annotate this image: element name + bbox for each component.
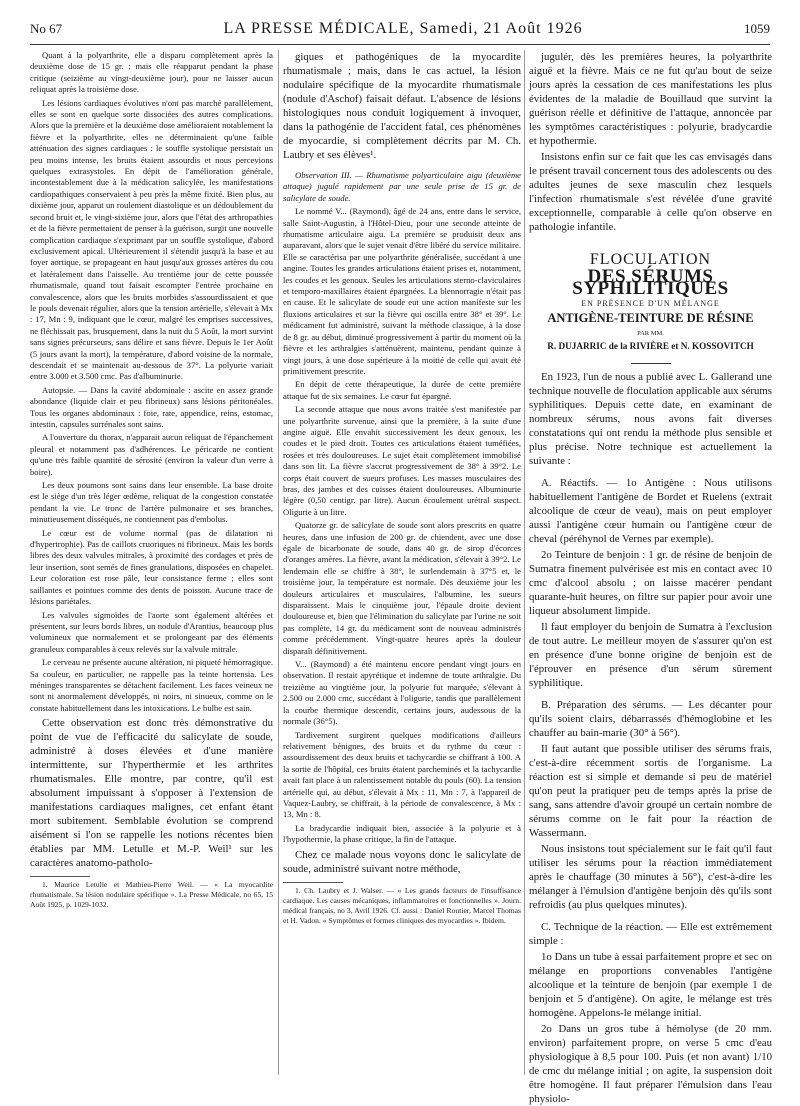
journal-title: LA PRESSE MÉDICALE, Samedi, 21 Août 1926 <box>223 20 583 37</box>
paragraph: Les valvules sigmoïdes de l'aorte sont également altérées et présentent, sur leurs bords libres, un nodule d'Arantius, beaucoup plus volumineux que normalement et se prolongeant par des éléments granuleux comparables à ceux relevés sur la valvule mitrale. <box>30 609 273 654</box>
paragraph: Les deux poumons sont sains dans leur ensemble. La base droite est le siège d'un très léger œdème, reliquat de la congestion constatée pendant la vie. Le tronc de l'artère pulmonaire et ses branches, minutieusement disséqués, ne contiennent pas d'embolus. <box>30 480 273 525</box>
title-line-2: DES SÉRUMS SYPHILITIQUES <box>572 266 729 299</box>
paragraph: Il faut autant que possible utiliser des sérums frais, c'est-à-dire récemment sortis de l'organisme. La réaction est si simple et demande si peu de matériel qu'on peut la pratiquer peu de temps après la prise de sang, sans attendre d'avoir groupé un certain nombre de sérums comme on le fait pour la réaction de Wassermann. <box>529 742 772 839</box>
section-c: C. Technique de la réaction. — Elle est extrêmement simple : <box>529 920 772 947</box>
observation-heading: Observation III. — Rhumatisme polyarticulaire aigu (deuxième attaque) jugulé rapidement par une seule prise de 15 gr. de salicylate de soude. <box>283 170 521 203</box>
authors: R. DUJARRIC de la RIVIÈRE et N. KOSSOVITCH <box>547 341 754 352</box>
conclusion-paragraph: Cette observation est donc très démonstrative du point de vue de l'efficacité du salicylate de soude, administré à doses élevées et d'une manière intermittente, sur l'hyperthermie et les arthrites rhumatismales. Elle montre, par contre, qu'il est absolument impuissant à s'opposer à l'extension de manifestations cardiaques malignes, cet enfant étant mort subitement. Semblable évolution se comprend aisément si l'on se rappelle les notions récentes bien établies par MM. Letulle et M.-P. Weil¹ sur les caractères anatomo-patholo- <box>30 717 273 870</box>
title-line-4: ANTIGÈNE-TEINTURE DE RÉSINE <box>547 310 754 325</box>
page-header <box>30 18 770 45</box>
paragraph: La seconde attaque que nous avons traitée s'est manifestée par une polyarthrite survenue, ainsi que la première, à la suite d'une angine aiguë. Elle envahit successivement les deux genoux, les coudes et le pied droit. Toutes ces articulations étaient tuméfiées, rosées et très douloureuses. Le sujet était complètement immobilisé dans son lit. La fièvre s'accrut progressivement de 38° à 39°2. Le corps était couvert de sueurs profuses. Les masses musculaires des bras, des jambes et des cuisses étaient douloureuses. Albuminurie légère (0,50 centigr. par litre). Aucun écoulement urétral suspect. Oligurie à un litre. <box>283 404 521 517</box>
paragraph: En 1923, l'un de nous a publié avec L. Gallerand une technique nouvelle de floculation applicable aux sérums syphilitiques. Depuis cette date, en examinant de nombreux sérums, nous avons fait diverses constatations qui ont rendu la méthode plus sensible et plus précise. Notre technique est actuellement la suivante : <box>529 370 772 467</box>
paragraph: Le cerveau ne présente aucune altération, ni piqueté hémorragique. Sa couleur, en particulier, ne rappelle pas la teinte hortensia. Les méninges transparentes se détachent facilement. Les faces veineux ne sont ni anormalement développés, ni noirs, ni sinueux, comme on le constate habituellement dans les intoxications. Le bulbe est sain. <box>30 657 273 713</box>
paragraph: Quant à la polyarthrite, elle a disparu complètement après la deuxième dose de 15 gr. ; mais elle réapparut pendant la phase critique (seizième au vingt-deuxième jour), pour ne laisser aucun reliquat après la troisième dose. <box>30 50 273 95</box>
column-3 <box>524 50 772 1105</box>
title-line-3: EN PRÉSENCE D'UN MÉLANGE <box>581 299 720 309</box>
paragraph: Autopsie. — Dans la cavité abdominale : ascite en assez grande abondance (liquide clair et peu fibrineux) sans lésions péritonéales. Tous les organes abdominaux : foie, rate, appendice, reins, estomac, intestin, capsules surrénales sont sains. <box>30 384 273 429</box>
column-2 <box>278 50 521 1075</box>
paragraph: V... (Raymond) a été maintenu encore pendant vingt jours en observation. Il restait apyrétique et indemne de toute arthralgie. Du treizième au vingtième jour, la polyurie fut marquée, s'élevant à 2.500 ou 2.000 cmc, succédant à l'oligurie, tandis que parallèlement la courbe thermique descendit, certains jours, audessous de la normale (36°5). <box>283 659 521 727</box>
footnote-rule <box>30 876 90 877</box>
column-1 <box>30 50 273 1075</box>
footnote-rule <box>283 882 343 883</box>
title-rule <box>631 363 671 364</box>
paragraph: A l'ouverture du thorax, n'apparait aucun reliquat de l'épanchement pleural et notamment pas d'adhérences. Le péricarde ne contient qu'une très faible quantité de sérosité (environ la valeur d'un verre à boire). <box>30 432 273 477</box>
footnote: 1. Maurice Letulle et Mathieu-Pierre Weil. — « La myocardite rhumatismale. Sa lésion nodulaire spécifique ». La Presse Médicale, no 65, 15 Août 1925, p. 1029-1032. <box>30 880 273 910</box>
conclusion-paragraph: Chez ce malade nous voyons donc le salicylate de soude, administré suivant notre méthode, <box>283 848 521 875</box>
paragraph: La bradycardie indiquait bien, associée à la polyurie et à l'hypothermie, la phase critique, la fin de l'attaque. <box>283 822 521 845</box>
paragraph: En dépit de cette thérapeutique, la durée de cette première attaque fut de six semaines. Le cœur fut épargné. <box>283 379 521 401</box>
paragraph: 2o Teinture de benjoin : 1 gr. de résine de benjoin de Sumatra finement pulvérisée est mis en contact avec 10 cmc d'alcool absolu ; on laisse macérer pendant quarante-huit heures, on filtre sur papier pour avoir une liqueur absolument limpide. <box>529 548 772 617</box>
footnote: 1. Ch. Laubry et J. Walser. — « Les grands facteurs de l'insuffisance cardiaque. Les causes mécaniques, inflammatoires et fonctionnelles ». Journ. médical français, no 3, Avril 1926. Cf. aussi : Daniel Routier, Marcel Thomas et H. Vadon. « Symptômes et formes cliniques des myocardies ». Ibidem. <box>283 885 521 925</box>
paragraph: Le cœur est de volume normal (pas de dilatation ni d'hypertrophie). Pas de caillots cruoriques ni fibrineux. Mais les bords libres des deux valvules mitrales, à proximité des cordages et près de leur insertion, sont semés de fines granulations, disposées en chapelet. Leur coloration est rose pâle, leur consistance ferme ; elles sont saillantes et pointues comme des dents de poisson. Aucune trace de lésions pariétales. <box>30 527 273 607</box>
paragraph: 2o Dans un gros tube à hémolyse (de 20 mm. environ) parfaitement propre, on verse 5 cmc d'eau physiologique à 8,5 pour 100. Puis (et non avant) 1/10 de cmc du mélange initial ; on agite, la suspension doit être homogène. Il faut préparer l'émulsion dans l'eau physiolo- <box>529 1022 772 1105</box>
article-title <box>529 251 772 364</box>
paragraph: Quatorze gr. de salicylate de soude sont alors prescrits en quatre heures, dans une infusion de 200 gr. de chiendent, avec une dose égale de bicarbonate de soude, dans 40 gr. de sirop d'écorces d'oranges amères. La fièvre, avant la médication, s'élevait à 39°2. Le lendemain elle se chiffre à 38°, le surlendemain à 37°5 et, le troisième jour, la température est normale. Dès deuxième jour les douleurs articulaires et musculaires, l'albumine, les sueurs disparaissent. Mais le cinquième jour, l'épaule droite devient douloureuse et, bien que l'élimination du salicylate par l'urine ne soit pas complète, 14 gr. du médicament sont de nouveau administrés comme précédemment. Vingt-quatre heures après la douleur disparaît définitivement. <box>283 520 521 656</box>
paragraph: Il faut employer du benjoin de Sumatra à l'exclusion de tout autre. Le meilleur moyen de s'assurer qu'on est en présence d'une bonne origine de benjoin est de l'éprouver en présence d'un sérum sûrement syphilitique. <box>529 620 772 689</box>
conclusion-paragraph: jugulér, dès les premières heures, la polyarthrite aiguë et la fièvre. Mais ce ne fut qu'au bout de seize jours après la cessation de ces manifestations les plus évidentes de la maladie de Bouillaud que survint la guérison réelle et définitive de l'attaque, annoncée par les symptômes caractéristiques : polyurie, bradycardie et hypothermie. <box>529 51 772 147</box>
title-line-1: FLOCULATION <box>589 251 712 268</box>
section-b: B. Préparation des sérums. — Les décanter pour qu'ils soient clairs, débarrassés d'hémoglobine et les chauffer au bain-marie (30° à 56°). <box>529 698 772 739</box>
paragraph: Nous insistons tout spécialement sur le fait qu'il faut utiliser les sérums pour la réaction immédiatement après le chauffage (30 minutes à 56°), c'est-à-dire les mélanger à l'émulsion d'antigène benjoin dès qu'ils sont refroidis (au plus quelques minutes). <box>529 842 772 911</box>
paragraph: Tardivement surgirent quelques modifications d'ailleurs relativement bénignes, des bruits et du rythme du cœur : assourdissement des deux bruits et tachycardie se chiffrant à 100. A la sortie de l'hôpital, ces bruits étaient parcheminés et la tachycardie avait fait place à un ralentissement notable du pouls (60). La tension artérielle qui, au début, s'élevait à Mx : 11, Mn : 7, à l'appareil de Vaquez-Laubry, se chiffrait, à la période de convalescence, à Mx : 13, Mn : 8. <box>283 729 521 820</box>
issue-number: No 67 <box>30 21 63 36</box>
paragraph: Les lésions cardiaques évolutives n'ont pas marché parallèlement, elles se sont en quelque sorte dissociées des autres complications. Alors que la première et la deuxième dose amélioraient notablement la fièvre et la polyarthrite, elles ne déterminaient qu'une faible atténuation des signes cardiaques : le souffle systolique persistait un peu moins intense, les bruits étaient assourdis et nous percevions quelques extrasystoles. En dépit de l'amélioration générale, incontestablement due à la médication salicylée, les manifestations cardiopathiques conservaient à peu près la même fixité. Bien plus, au dixième jour, apparut un roulement diastolique et un dédoublement du second bruit et, le vingt-sixième jour, alors que l'état des arthropathies et de la fièvre permettaient de penser à la guérison, surgit une nouvelle complication cardiaque s'exprimant par un souffle systolique, d'abord exclusivement apical. Ultérieurement il s'étendit jusqu'à la base et au foyer aortique, se propageant en haut jusqu'aux grosses artères du cou et latéralement dans l'aisselle. Au trentième jour de cette poussée rhumatismale, quand tout faisait escompter l'entrée prochaine en convalescence, alors que les bruits morbides s'assourdissaient et que le pouls devenait régulier, alors que la tension artérielle, s'élevait à Mx : 17, Mn : 9, indiquant que le cœur, malgré les emprises successives, ne fléchissait pas, brusquement, dans la nuit du 5 Août, la mort survint sans signes précurseurs, sans délire et sans fièvre. Depuis le 1er Août (5 jours avant la mort), la température, d'abord voisine de la normale, descendait et se maintenait au-dessous de 37°. La polyurie variait entre 3.000 et 3.500 cmc. Pas d'albuminurie. <box>30 97 273 382</box>
section-a: A. Réactifs. — 1o Antigène : Nous utilisons habituellement l'antigène de Bordet et Ruelens (extrait alcoolique de cœur de veau), mais on peut employer aussi l'antigène cœur humain ou l'antigène cœur de cheval (péréhynol de Vernes par exemple). <box>529 476 772 545</box>
conclusion-paragraph: giques et pathogéniques de la myocardite rhumatismale ; mais, dans le cas actuel, la lésion nodulaire spécifique de la myocardite rhumatismale (nodule d'Aschof) faisait défaut. L'absence de lésions histologiques nous conduit logiquement à invoquer, dans la pathogénie de l'accident fatal, ces phénomènes de myocardie, si complètement décrits par M. Ch. Laubry et ses élèves¹. <box>283 51 521 161</box>
paragraph: 1o Dans un tube à essai parfaitement propre et sec on mélange en proportions convenables l'antigène alcoolique et la teinture de benjoin (par exemple 1 de benjoin et 5 d'antigène). On agite, le mélange est très homogène. Appelons-le mélange initial. <box>529 950 772 1019</box>
conclusion-paragraph: Insistons enfin sur ce fait que les cas envisagés dans le présent travail concernent tous des adolescents ou des adultes jeunes de sexe masculin chez lesquels l'infection rhumatismale s'est révélée d'une gravité exceptionnelle, comparable à celle qu'on observe en pathologie infantile. <box>529 151 772 233</box>
paragraph: Le nommé V... (Raymond), âgé de 24 ans, entre dans le service, salle Saint-Augustin, à l'Hôtel-Dieu, pour une seconde atteinte de rhumatisme articulaire aigu. La première se produisit deux ans auparavant, alors que le sujet venait d'être libéré du service militaire. Elle se caractérisa par une polyarthrite généralisée, succédant à une angine. Toutes les grandes articulations étaient prises et, notamment, les coudes et les genoux. Seules les articulations sterno-claviculaires et temporo-maxillaires étaient épargnées. La blennorragie n'était pas en cause. Et le salicylate de soude eut une action manifeste sur les fluxions articulaires et sur la fièvre qui oscilla entre 38° et 39°. Le médicament fut administré, suivant la méthode classique, à la dose de 8 gr. au début, diminué progressivement à partir du moment où la fièvre et les arthralgies s'atténuèrent, maintenu, pendant quinze à vingt jours, à une dose supérieure à la moitié de celle qui avait été primitivement prescrite. <box>283 206 521 376</box>
byline-label: PAR MM. <box>637 330 664 338</box>
page-number: 1059 <box>743 21 770 36</box>
